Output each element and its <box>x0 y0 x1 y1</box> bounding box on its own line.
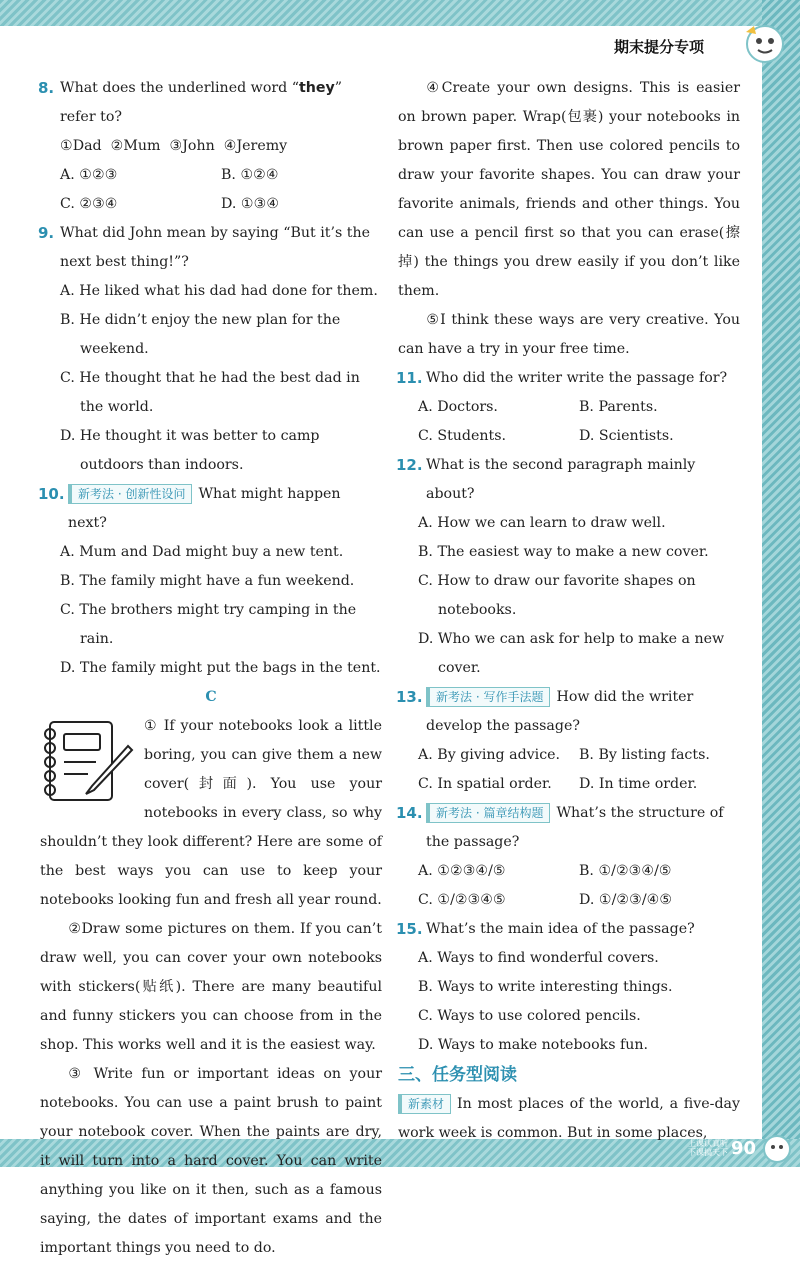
option-a[interactable]: A. By giving advice. <box>418 747 561 763</box>
option-d[interactable]: D. He thought it was better to camp outdoors than indoors. <box>60 428 320 473</box>
question-8-items: ①Dad ②Mum ③John ④Jeremy <box>60 138 288 154</box>
question-9: 9. What did John mean by saying “But it’s the next best thing!”? <box>40 219 382 277</box>
left-column <box>40 74 382 1263</box>
option-a[interactable]: A. Doctors. <box>418 399 498 415</box>
option-c[interactable]: C. The brothers might try camping in the rain. <box>60 602 357 647</box>
question-number: 13. <box>396 688 423 706</box>
option-d[interactable]: D. ①③④ <box>221 196 280 212</box>
underlined-word: they <box>299 80 335 96</box>
question-10: 10. 新考法 · 创新性设问 What might happen next? <box>40 480 382 538</box>
option-b[interactable]: B. Parents. <box>579 399 658 415</box>
top-decorative-band <box>0 0 800 26</box>
option-a[interactable]: A. Ways to find wonderful covers. <box>418 950 659 966</box>
question-number: 10. <box>38 485 65 503</box>
question-11: 11. Who did the writer write the passage for? <box>398 364 740 393</box>
right-column <box>398 74 740 1148</box>
option-d[interactable]: D. Scientists. <box>579 428 674 444</box>
footer-slogan: 上课认真听 下课搞天下 <box>688 1139 728 1157</box>
passage-letter: C <box>205 689 217 705</box>
question-12: 12. What is the second paragraph mainly about? <box>398 451 740 509</box>
question-15: 15. What’s the main idea of the passage? <box>398 915 740 944</box>
option-b[interactable]: B. The family might have a fun weekend. <box>60 573 355 589</box>
question-14-options <box>398 857 740 915</box>
option-a[interactable]: A. ①②③ <box>60 167 118 183</box>
question-11-options <box>398 393 740 451</box>
option-c[interactable]: C. In spatial order. <box>418 776 552 792</box>
option-c[interactable]: C. He thought that he had the best dad in the world. <box>60 370 360 415</box>
option-d[interactable]: D. Who we can ask for help to make a new cover. <box>418 631 725 676</box>
question-14: 14. 新考法 · 篇章结构题 What’s the structure of the passage? <box>398 799 740 857</box>
option-c[interactable]: C. Ways to use colored pencils. <box>418 1008 641 1024</box>
section-3-intro: 新素材 In most places of the world, a five-day work week is common. But in some places, <box>398 1096 740 1141</box>
option-d[interactable]: D. Ways to make notebooks fun. <box>418 1037 649 1053</box>
option-b[interactable]: B. ①②④ <box>221 167 279 183</box>
option-a[interactable]: A. How we can learn to draw well. <box>418 515 666 531</box>
passage-paragraph-1: ① If your notebooks look a little boring, you can give them a new cover(封面). You use your notebooks in every class, so why shouldn’t they look different? Here are some of the best ways you can use to keep your notebooks looking fun and fresh all year round. <box>40 718 382 908</box>
question-8-options <box>40 161 382 219</box>
passage-paragraph-4: ④Create your own designs. This is easier on brown paper. Wrap(包裹) your notebooks in brown paper first. Then use colored pencils to draw your favorite shapes. You can draw your favorite animals, friends and other things. You can use a pencil first so that you can erase(擦掉) the things you drew easily if you don’t like them. <box>398 80 740 299</box>
passage-paragraph-5: ⑤I think these ways are very creative. You can have a try in your free time. <box>398 312 740 357</box>
passage-paragraph-2: ②Draw some pictures on them. If you can’t draw well, you can cover your own notebooks with stickers(贴纸). There are many beautiful and funny stickers you can choose from in the shop. This works well and it is the easiest way. <box>40 921 382 1053</box>
question-number: 11. <box>396 369 423 387</box>
option-c[interactable]: C. ②③④ <box>60 196 118 212</box>
option-d[interactable]: D. In time order. <box>579 776 698 792</box>
mascot-icon <box>740 22 790 68</box>
option-b[interactable]: B. Ways to write interesting things. <box>418 979 673 995</box>
question-8: 8. What does the underlined word “they” refer to? <box>40 74 382 132</box>
option-a[interactable]: A. He liked what his dad had done for them. <box>60 283 378 299</box>
option-b[interactable]: B. By listing facts. <box>579 747 710 763</box>
option-d[interactable]: D. ①/②③/④⑤ <box>579 892 673 908</box>
section-tag: 新素材 <box>398 1094 451 1114</box>
footer-mascot-icon <box>758 1131 796 1165</box>
option-a[interactable]: A. ①②③④/⑤ <box>418 863 506 879</box>
question-13: 13. 新考法 · 写作手法题 How did the writer develop the passage? <box>398 683 740 741</box>
question-13-options <box>398 741 740 799</box>
option-c[interactable]: C. How to draw our favorite shapes on notebooks. <box>418 573 696 618</box>
question-tag: 新考法 · 创新性设问 <box>68 484 192 504</box>
question-tag: 新考法 · 写作手法题 <box>426 687 550 707</box>
right-decorative-band <box>762 0 800 1167</box>
page-header-title: 期末提分专项 <box>613 38 704 56</box>
question-number: 12. <box>396 456 423 474</box>
option-c[interactable]: C. Students. <box>418 428 507 444</box>
question-number: 15. <box>396 920 423 938</box>
passage-paragraph-3: ③ Write fun or important ideas on your notebooks. You can use a paint brush to paint your notebook cover. When the paints are dry, it will turn into a hard cover. You can write anything you like on it then, such as a famous saying, the dates of important exams and the important things you need to do. <box>40 1066 382 1256</box>
option-b[interactable]: B. He didn’t enjoy the new plan for the weekend. <box>60 312 341 357</box>
question-tag: 新考法 · 篇章结构题 <box>426 803 550 823</box>
option-c[interactable]: C. ①/②③④⑤ <box>418 892 506 908</box>
question-number: 8. <box>38 79 55 97</box>
notebook-pencil-icon <box>40 716 138 806</box>
option-d[interactable]: D. The family might put the bags in the tent. <box>60 660 381 676</box>
page-number: 90 <box>730 1138 756 1159</box>
question-number: 14. <box>396 804 423 822</box>
option-b[interactable]: B. ①/②③④/⑤ <box>579 863 672 879</box>
question-number: 9. <box>38 224 55 242</box>
option-b[interactable]: B. The easiest way to make a new cover. <box>418 544 709 560</box>
section-title: 三、任务型阅读 <box>398 1065 517 1085</box>
option-a[interactable]: A. Mum and Dad might buy a new tent. <box>60 544 344 560</box>
